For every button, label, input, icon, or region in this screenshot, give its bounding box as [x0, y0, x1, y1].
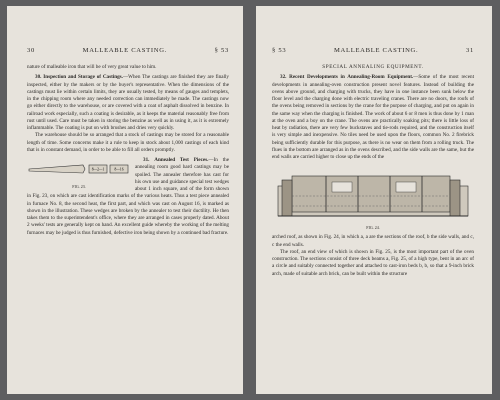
running-title: MALLEABLE CASTING. — [82, 47, 168, 54]
section-32-paragraph — [272, 74, 474, 161]
figure-caption: FIG. 23. — [72, 184, 86, 189]
paragraph: arched roof, as shown in Fig. 24, in which a, a are the sections of the roof, b the side walls, and c, c the end walls. — [272, 234, 474, 248]
figure-23 — [27, 159, 131, 189]
page-number: 31 — [466, 47, 474, 54]
paragraph: The warehouse should be so arranged that a stock of castings may be stored for a reasonable length of time. Some concerns make it a rule to keep in stock about 1,000 castings of each kind that is in constant demand, in order to be able to fill all orders promptly. — [27, 132, 229, 153]
running-title: MALLEABLE CASTING. — [333, 47, 419, 54]
section-ref: § 53 — [272, 47, 287, 54]
right-page-content — [272, 64, 474, 278]
section-number: 31. — [143, 157, 150, 163]
section-30-paragraph — [27, 74, 229, 132]
left-page-content — [27, 64, 229, 237]
section-dash: — — [208, 157, 214, 163]
section-heading: Annealed Test Pieces. — [154, 157, 209, 163]
section-dash: —When — [122, 74, 141, 81]
paragraph-text: The castings are finished they are finally inspected, either by the makers or by the buyer's representative. When the dimensions of the castings must lie within certain limits, they are usually tested, by means of gauges and templets, in the chipping room where any needed correction can immediately be made. The castings now go either directly to the warehouse, or are covered with a coat of asphalt dissolved in benzine. In railroad work especially, such a coating is desirable, as it keeps the material reasonably free from rust until used. Care must be taken in storing the benzine as well as in using it, as it is extremely inflammable. The coating is put on with brushes and dries very quickly. — [27, 74, 229, 131]
test-wedge-illustration — [27, 159, 131, 183]
special-heading: SPECIAL ANNEALING EQUIPMENT. — [322, 64, 424, 70]
paragraph: The roof, an end view of which is shown in Fig. 25, is the most important part of the oven construction. The sections consist of three deck beams a, Fig. 25, of a high type, bent in an arc of a circle and suitably connected together and attached to cast-iron beds b, b, so that a 9-inch brick arch, made of suitable arch brick, can be built within the structure — [272, 248, 474, 277]
right-page — [256, 6, 492, 394]
section-dash: — — [413, 74, 419, 81]
section-number: 32. — [280, 74, 287, 81]
section-heading: Inspection and Storage of Castings. — [43, 74, 123, 81]
running-head-right — [272, 47, 474, 54]
section-31-paragraph — [27, 157, 229, 237]
section-ref: § 53 — [214, 47, 229, 54]
wedge-mark-2: 8—16 — [114, 167, 124, 172]
paragraph-text: In the annealing room good hard castings may be spoiled. The annealer therefore has cast for his own use and guidance special test wedges about 1 inch square, and of the form shown in Fig. 23, on which are cast identification marks of the various heats. Thus a test piece annealed in furnace No. 8, the second heat, the first part, and which was cast on August 16, is marked as shown in the illustration. These wedges are broken by the annealer to test their ductility. He then takes them to the superintendent's office, where they are arranged in cases properly dated. About 2 weeks' tests are generally kept on hand. An excellent guide whereby the working of the melting furnaces may be judged is thus furnished, defective iron being shown by a continued bad fracture. — [27, 157, 229, 236]
left-page — [7, 6, 243, 394]
section-heading: Recent Developments in Annealing-Room Equipment. — [289, 74, 414, 81]
paragraph-text: Some of the most recent developments in annealing-oven construction present novel features. Instead of building the ovens above ground, and charging with trucks, they have in one instance been sunk below the floor level and the charging done with electric traveling cranes. There are no doors, the roofs of the ovens being removed in sections by the crane for the purpose of charging, and put on again in the same way when the charging is finished. The work of about 6 or 8 men is thus done by 1 man at the oven and a boy on the crane. The ovens are practically soaking pits; there is little loss of heat by radiation, there are very few buckstaves and tie-rods required, and the construction itself is very simple and inexpensive. No tiles need be used upon the floors, common No. 2 firebrick being sufficiently durable for this purpose, as there is no wear on them from a rolling truck. The flues in the bottom are arranged as in the ovens described, and the side walls are the same, but the end walls are carried higher to close up the ends of the — [272, 74, 474, 160]
section-number: 30. — [35, 74, 42, 81]
wedge-mark-1: 8—2—1 — [91, 167, 105, 172]
page-number: 30 — [27, 47, 35, 54]
paragraph: nature of malleable iron that will be of very great value to him. — [27, 64, 157, 70]
figure-24 — [272, 166, 474, 230]
running-head-left — [27, 47, 229, 54]
figure-caption: FIG. 24. — [366, 225, 380, 231]
annealing-oven-illustration — [272, 166, 472, 224]
